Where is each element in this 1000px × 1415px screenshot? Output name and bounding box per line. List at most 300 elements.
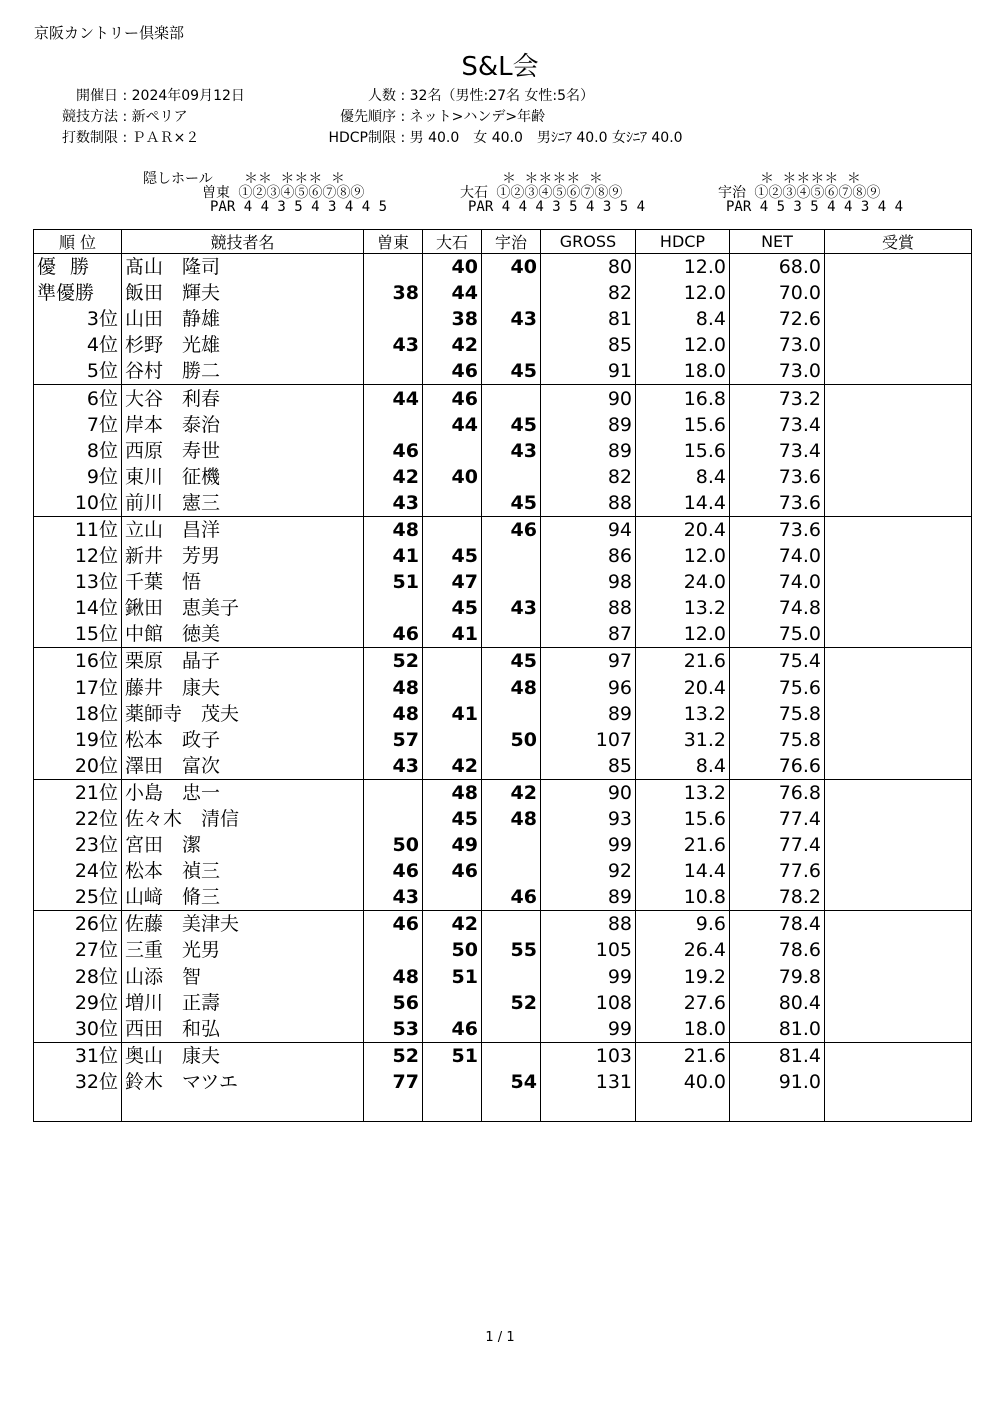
player-name-cell: 澤田 富次 [122, 753, 364, 780]
ooishi-score-cell: 44 [423, 280, 482, 306]
award-cell [825, 464, 972, 490]
uji-score-cell: 42 [482, 779, 541, 806]
hdcp-cell: 13.2 [636, 779, 730, 806]
table-row [34, 385, 972, 412]
player-name-cell: 髙山 隆司 [122, 254, 364, 281]
sotou-score-cell: 43 [364, 753, 423, 780]
net-cell: 68.0 [730, 254, 825, 281]
sotou-score-cell: 52 [364, 648, 423, 675]
empty-cell [730, 1095, 825, 1122]
table-row [34, 1016, 972, 1043]
rank-cell: 13位 [34, 569, 122, 595]
ooishi-score-cell [423, 727, 482, 753]
gross-cell: 107 [541, 727, 636, 753]
empty-cell [482, 1095, 541, 1122]
limit-label: 打数制限 [62, 130, 118, 146]
uji-score-cell: 48 [482, 675, 541, 701]
rank-cell: 28位 [34, 964, 122, 990]
player-name-cell: 鈴木 マツエ [122, 1069, 364, 1095]
hdcp-cell: 18.0 [636, 358, 730, 385]
rank-cell: 準優勝 [34, 280, 122, 306]
table-row [34, 464, 972, 490]
uji-score-cell: 52 [482, 990, 541, 1016]
sotou-score-cell: 46 [364, 438, 423, 464]
page-number: 1 / 1 [485, 1330, 515, 1345]
uji-score-cell: 50 [482, 727, 541, 753]
hdcp-cell: 16.8 [636, 385, 730, 412]
gross-cell: 99 [541, 964, 636, 990]
hdcp-cell: 21.6 [636, 832, 730, 858]
course-holes: 曽東 ①②③④⑤⑥⑦⑧⑨ [202, 185, 365, 201]
uji-score-cell: 45 [482, 358, 541, 385]
player-name-cell: 岸本 泰治 [122, 412, 364, 438]
award-cell [825, 1042, 972, 1069]
table-row [34, 911, 972, 938]
course-ooishi [460, 172, 645, 214]
sotou-score-cell: 42 [364, 464, 423, 490]
award-cell [825, 621, 972, 648]
rank-cell: 7位 [34, 412, 122, 438]
gross-cell: 99 [541, 832, 636, 858]
ooishi-score-cell [423, 516, 482, 543]
sotou-score-cell: 56 [364, 990, 423, 1016]
net-cell: 73.6 [730, 464, 825, 490]
award-cell [825, 254, 972, 281]
hdcp-cell: 8.4 [636, 464, 730, 490]
gross-cell: 87 [541, 621, 636, 648]
hdcp-cell: 27.6 [636, 990, 730, 1016]
award-cell [825, 675, 972, 701]
sotou-score-cell: 46 [364, 911, 423, 938]
gross-cell: 94 [541, 516, 636, 543]
sotou-score-cell [364, 306, 423, 332]
gross-cell: 85 [541, 332, 636, 358]
rank-cell: 8位 [34, 438, 122, 464]
player-name-cell: 鍬田 恵美子 [122, 595, 364, 621]
rank-cell: 10位 [34, 490, 122, 517]
player-name-cell: 谷村 勝二 [122, 358, 364, 385]
award-cell [825, 280, 972, 306]
ooishi-score-cell: 41 [423, 621, 482, 648]
course-holes: 宇治 ①②③④⑤⑥⑦⑧⑨ [718, 185, 881, 201]
count-value: 32名（男性:27名 女性:5名） [409, 88, 595, 104]
ooishi-score-cell [423, 490, 482, 517]
ooishi-score-cell: 44 [423, 412, 482, 438]
ooishi-score-cell: 42 [423, 332, 482, 358]
award-cell [825, 990, 972, 1016]
table-row [34, 727, 972, 753]
uji-score-cell: 45 [482, 412, 541, 438]
sotou-score-cell [364, 358, 423, 385]
table-row [34, 648, 972, 675]
rank-cell: 25位 [34, 884, 122, 911]
net-cell: 78.4 [730, 911, 825, 938]
count-label: 人数 [368, 88, 396, 104]
col-header-net: NET [730, 230, 825, 254]
sotou-score-cell: 50 [364, 832, 423, 858]
sotou-score-cell: 48 [364, 516, 423, 543]
player-name-cell: 三重 光男 [122, 937, 364, 963]
empty-cell [364, 1095, 423, 1122]
gross-cell: 82 [541, 464, 636, 490]
table-row [34, 1069, 972, 1095]
net-cell: 81.0 [730, 1016, 825, 1043]
table-row [34, 254, 972, 281]
info-left: 開催日 : 2024年09月12日 競技方法 : 新ペリア 打数制限 : ＰＡＲ×２ [48, 86, 245, 149]
hdcp-cell: 8.4 [636, 306, 730, 332]
rank-cell: 24位 [34, 858, 122, 884]
hdcp-cell: 19.2 [636, 964, 730, 990]
table-row [34, 280, 972, 306]
uji-score-cell [482, 964, 541, 990]
player-name-cell: 松本 政子 [122, 727, 364, 753]
table-row [34, 937, 972, 963]
player-name-cell: 立山 昌洋 [122, 516, 364, 543]
table-row [34, 516, 972, 543]
course-par: PAR 4 5 3 5 4 4 3 4 4 [726, 199, 904, 215]
gross-cell: 99 [541, 1016, 636, 1043]
ooishi-score-cell: 38 [423, 306, 482, 332]
award-cell [825, 884, 972, 911]
rank-cell: 32位 [34, 1069, 122, 1095]
net-cell: 77.6 [730, 858, 825, 884]
net-cell: 73.4 [730, 438, 825, 464]
sotou-score-cell: 77 [364, 1069, 423, 1095]
net-cell: 78.6 [730, 937, 825, 963]
gross-cell: 90 [541, 385, 636, 412]
table-row [34, 621, 972, 648]
gross-cell: 89 [541, 701, 636, 727]
sotou-score-cell: 43 [364, 490, 423, 517]
net-cell: 73.4 [730, 412, 825, 438]
course-sotou [202, 172, 387, 214]
sotou-score-cell: 48 [364, 701, 423, 727]
uji-score-cell [482, 332, 541, 358]
course-par: PAR 4 4 3 5 4 3 4 4 5 [210, 199, 388, 215]
sotou-score-cell: 43 [364, 884, 423, 911]
gross-cell: 88 [541, 595, 636, 621]
table-row [34, 595, 972, 621]
hdcp-cell: 21.6 [636, 648, 730, 675]
uji-score-cell [482, 280, 541, 306]
priority-label: 優先順序 [340, 109, 396, 125]
sotou-score-cell [364, 254, 423, 281]
rank-cell: 5位 [34, 358, 122, 385]
player-name-cell: 栗原 晶子 [122, 648, 364, 675]
ooishi-score-cell [423, 438, 482, 464]
gross-cell: 91 [541, 358, 636, 385]
rank-cell: 21位 [34, 779, 122, 806]
net-cell: 74.8 [730, 595, 825, 621]
sotou-score-cell: 43 [364, 332, 423, 358]
ooishi-score-cell [423, 675, 482, 701]
uji-score-cell: 43 [482, 438, 541, 464]
rank-cell: 29位 [34, 990, 122, 1016]
award-cell [825, 595, 972, 621]
player-name-cell: 山添 智 [122, 964, 364, 990]
sotou-score-cell: 52 [364, 1042, 423, 1069]
sotou-score-cell [364, 937, 423, 963]
player-name-cell: 佐藤 美津夫 [122, 911, 364, 938]
table-row [34, 543, 972, 569]
uji-score-cell [482, 543, 541, 569]
table-row [34, 1042, 972, 1069]
ooishi-score-cell: 42 [423, 911, 482, 938]
award-cell [825, 412, 972, 438]
rank-cell: 12位 [34, 543, 122, 569]
uji-score-cell: 55 [482, 937, 541, 963]
uji-score-cell: 46 [482, 516, 541, 543]
ooishi-score-cell: 47 [423, 569, 482, 595]
net-cell: 74.0 [730, 569, 825, 595]
net-cell: 75.8 [730, 727, 825, 753]
award-cell [825, 753, 972, 780]
table-row [34, 990, 972, 1016]
uji-score-cell: 48 [482, 806, 541, 832]
gross-cell: 131 [541, 1069, 636, 1095]
award-cell [825, 385, 972, 412]
gross-cell: 82 [541, 280, 636, 306]
player-name-cell: 佐々木 清信 [122, 806, 364, 832]
gross-cell: 88 [541, 490, 636, 517]
col-header-ooishi: 大石 [423, 230, 482, 254]
results-table [33, 229, 972, 1122]
award-cell [825, 1016, 972, 1043]
net-cell: 73.2 [730, 385, 825, 412]
table-row [34, 753, 972, 780]
sotou-score-cell [364, 595, 423, 621]
ooishi-score-cell: 40 [423, 464, 482, 490]
hdcp-cell: 14.4 [636, 858, 730, 884]
col-header-sotou: 曽東 [364, 230, 423, 254]
col-header-hdcp: HDCP [636, 230, 730, 254]
uji-score-cell [482, 753, 541, 780]
course-uji [718, 172, 903, 214]
ooishi-score-cell [423, 884, 482, 911]
net-cell: 70.0 [730, 280, 825, 306]
date-label: 開催日 [76, 88, 118, 104]
table-row [34, 858, 972, 884]
sotou-score-cell: 46 [364, 621, 423, 648]
rank-cell: 16位 [34, 648, 122, 675]
player-name-cell: 山﨑 脩三 [122, 884, 364, 911]
gross-cell: 89 [541, 438, 636, 464]
hdcp-cell: 12.0 [636, 280, 730, 306]
gross-cell: 96 [541, 675, 636, 701]
ooishi-score-cell: 46 [423, 358, 482, 385]
player-name-cell: 薬師寺 茂夫 [122, 701, 364, 727]
hdcp-cell: 15.6 [636, 438, 730, 464]
ooishi-score-cell [423, 648, 482, 675]
gross-cell: 103 [541, 1042, 636, 1069]
sotou-score-cell: 48 [364, 964, 423, 990]
player-name-cell: 西原 寿世 [122, 438, 364, 464]
award-cell [825, 779, 972, 806]
empty-cell [423, 1095, 482, 1122]
uji-score-cell: 46 [482, 884, 541, 911]
award-cell [825, 701, 972, 727]
gross-cell: 81 [541, 306, 636, 332]
net-cell: 76.8 [730, 779, 825, 806]
sotou-score-cell: 46 [364, 858, 423, 884]
player-name-cell: 松本 禎三 [122, 858, 364, 884]
award-cell [825, 648, 972, 675]
col-header-name: 競技者名 [122, 230, 364, 254]
course-stars: ＊ ＊＊＊＊ ＊ [502, 171, 603, 187]
hdcp-cell: 26.4 [636, 937, 730, 963]
gross-cell: 85 [541, 753, 636, 780]
hdcp-cell: 8.4 [636, 753, 730, 780]
empty-cell [122, 1095, 364, 1122]
sotou-score-cell: 53 [364, 1016, 423, 1043]
rank-cell: 4位 [34, 332, 122, 358]
method-value: 新ペリア [131, 109, 188, 125]
hdcp-cell: 10.8 [636, 884, 730, 911]
sotou-score-cell: 38 [364, 280, 423, 306]
award-cell [825, 727, 972, 753]
uji-score-cell [482, 569, 541, 595]
net-cell: 73.6 [730, 516, 825, 543]
hdcp-cell: 13.2 [636, 701, 730, 727]
course-holes: 大石 ①②③④⑤⑥⑦⑧⑨ [460, 185, 623, 201]
rank-cell: 9位 [34, 464, 122, 490]
player-name-cell: 宮田 潔 [122, 832, 364, 858]
table-row [34, 332, 972, 358]
ooishi-score-cell: 40 [423, 254, 482, 281]
rank-cell: 6位 [34, 385, 122, 412]
net-cell: 77.4 [730, 832, 825, 858]
table-row [34, 779, 972, 806]
club-name: 京阪カントリー倶楽部 [34, 24, 185, 42]
award-cell [825, 832, 972, 858]
uji-score-cell [482, 858, 541, 884]
col-header-gross: GROSS [541, 230, 636, 254]
ooishi-score-cell: 45 [423, 806, 482, 832]
net-cell: 72.6 [730, 306, 825, 332]
rank-cell: 20位 [34, 753, 122, 780]
player-name-cell: 藤井 康夫 [122, 675, 364, 701]
sotou-score-cell: 41 [364, 543, 423, 569]
ooishi-score-cell [423, 990, 482, 1016]
net-cell: 75.4 [730, 648, 825, 675]
hdcp-cell: 12.0 [636, 332, 730, 358]
award-cell [825, 806, 972, 832]
limit-value: ＰＡＲ×２ [131, 130, 200, 146]
uji-score-cell [482, 464, 541, 490]
ooishi-score-cell: 49 [423, 832, 482, 858]
net-cell: 91.0 [730, 1069, 825, 1095]
gross-cell: 105 [541, 937, 636, 963]
priority-value: ネット>ハンデ>年齢 [409, 109, 546, 125]
rank-cell: 11位 [34, 516, 122, 543]
sotou-score-cell: 44 [364, 385, 423, 412]
gross-cell: 80 [541, 254, 636, 281]
hdcp-limit-value: 男 40.0 女 40.0 男ｼﾆｱ 40.0 女ｼﾆｱ 40.0 [409, 130, 683, 146]
table-row [34, 701, 972, 727]
ooishi-score-cell [423, 1069, 482, 1095]
course-stars: ＊ ＊＊＊＊ ＊ [760, 171, 861, 187]
gross-cell: 88 [541, 911, 636, 938]
gross-cell: 89 [541, 884, 636, 911]
hdcp-cell: 21.6 [636, 1042, 730, 1069]
rank-cell: 26位 [34, 911, 122, 938]
net-cell: 73.6 [730, 490, 825, 517]
net-cell: 81.4 [730, 1042, 825, 1069]
ooishi-score-cell: 46 [423, 1016, 482, 1043]
ooishi-score-cell: 50 [423, 937, 482, 963]
net-cell: 78.2 [730, 884, 825, 911]
hdcp-cell: 15.6 [636, 412, 730, 438]
award-cell [825, 858, 972, 884]
ooishi-score-cell: 42 [423, 753, 482, 780]
uji-score-cell [482, 621, 541, 648]
table-row [34, 806, 972, 832]
uji-score-cell [482, 1016, 541, 1043]
uji-score-cell: 43 [482, 306, 541, 332]
col-header-uji: 宇治 [482, 230, 541, 254]
player-name-cell: 増川 正壽 [122, 990, 364, 1016]
rank-cell: 22位 [34, 806, 122, 832]
ooishi-score-cell: 41 [423, 701, 482, 727]
net-cell: 73.0 [730, 332, 825, 358]
award-cell [825, 937, 972, 963]
award-cell [825, 306, 972, 332]
award-cell [825, 569, 972, 595]
empty-cell [34, 1095, 122, 1122]
award-cell [825, 490, 972, 517]
rank-cell: 18位 [34, 701, 122, 727]
method-label: 競技方法 [62, 109, 118, 125]
player-name-cell: 前川 憲三 [122, 490, 364, 517]
ooishi-score-cell: 45 [423, 543, 482, 569]
gross-cell: 86 [541, 543, 636, 569]
uji-score-cell [482, 701, 541, 727]
gross-cell: 92 [541, 858, 636, 884]
gross-cell: 90 [541, 779, 636, 806]
gross-cell: 98 [541, 569, 636, 595]
hdcp-cell: 40.0 [636, 1069, 730, 1095]
award-cell [825, 964, 972, 990]
rank-cell: 17位 [34, 675, 122, 701]
hdcp-cell: 18.0 [636, 1016, 730, 1043]
player-name-cell: 千葉 悟 [122, 569, 364, 595]
uji-score-cell: 43 [482, 595, 541, 621]
rank-cell: 27位 [34, 937, 122, 963]
net-cell: 74.0 [730, 543, 825, 569]
uji-score-cell [482, 911, 541, 938]
award-cell [825, 911, 972, 938]
table-row [34, 358, 972, 385]
player-name-cell: 西田 和弘 [122, 1016, 364, 1043]
course-stars: ＊＊ ＊＊＊ ＊ [244, 171, 345, 187]
player-name-cell: 小島 忠一 [122, 779, 364, 806]
rank-cell: 14位 [34, 595, 122, 621]
player-name-cell: 奥山 康夫 [122, 1042, 364, 1069]
rank-cell: 23位 [34, 832, 122, 858]
table-row [34, 306, 972, 332]
uji-score-cell [482, 1042, 541, 1069]
hdcp-cell: 12.0 [636, 543, 730, 569]
table-row [34, 438, 972, 464]
ooishi-score-cell: 48 [423, 779, 482, 806]
table-row [34, 675, 972, 701]
rank-cell: 15位 [34, 621, 122, 648]
empty-cell [825, 1095, 972, 1122]
table-row [34, 569, 972, 595]
net-cell: 76.6 [730, 753, 825, 780]
hdcp-cell: 15.6 [636, 806, 730, 832]
ooishi-score-cell: 46 [423, 858, 482, 884]
